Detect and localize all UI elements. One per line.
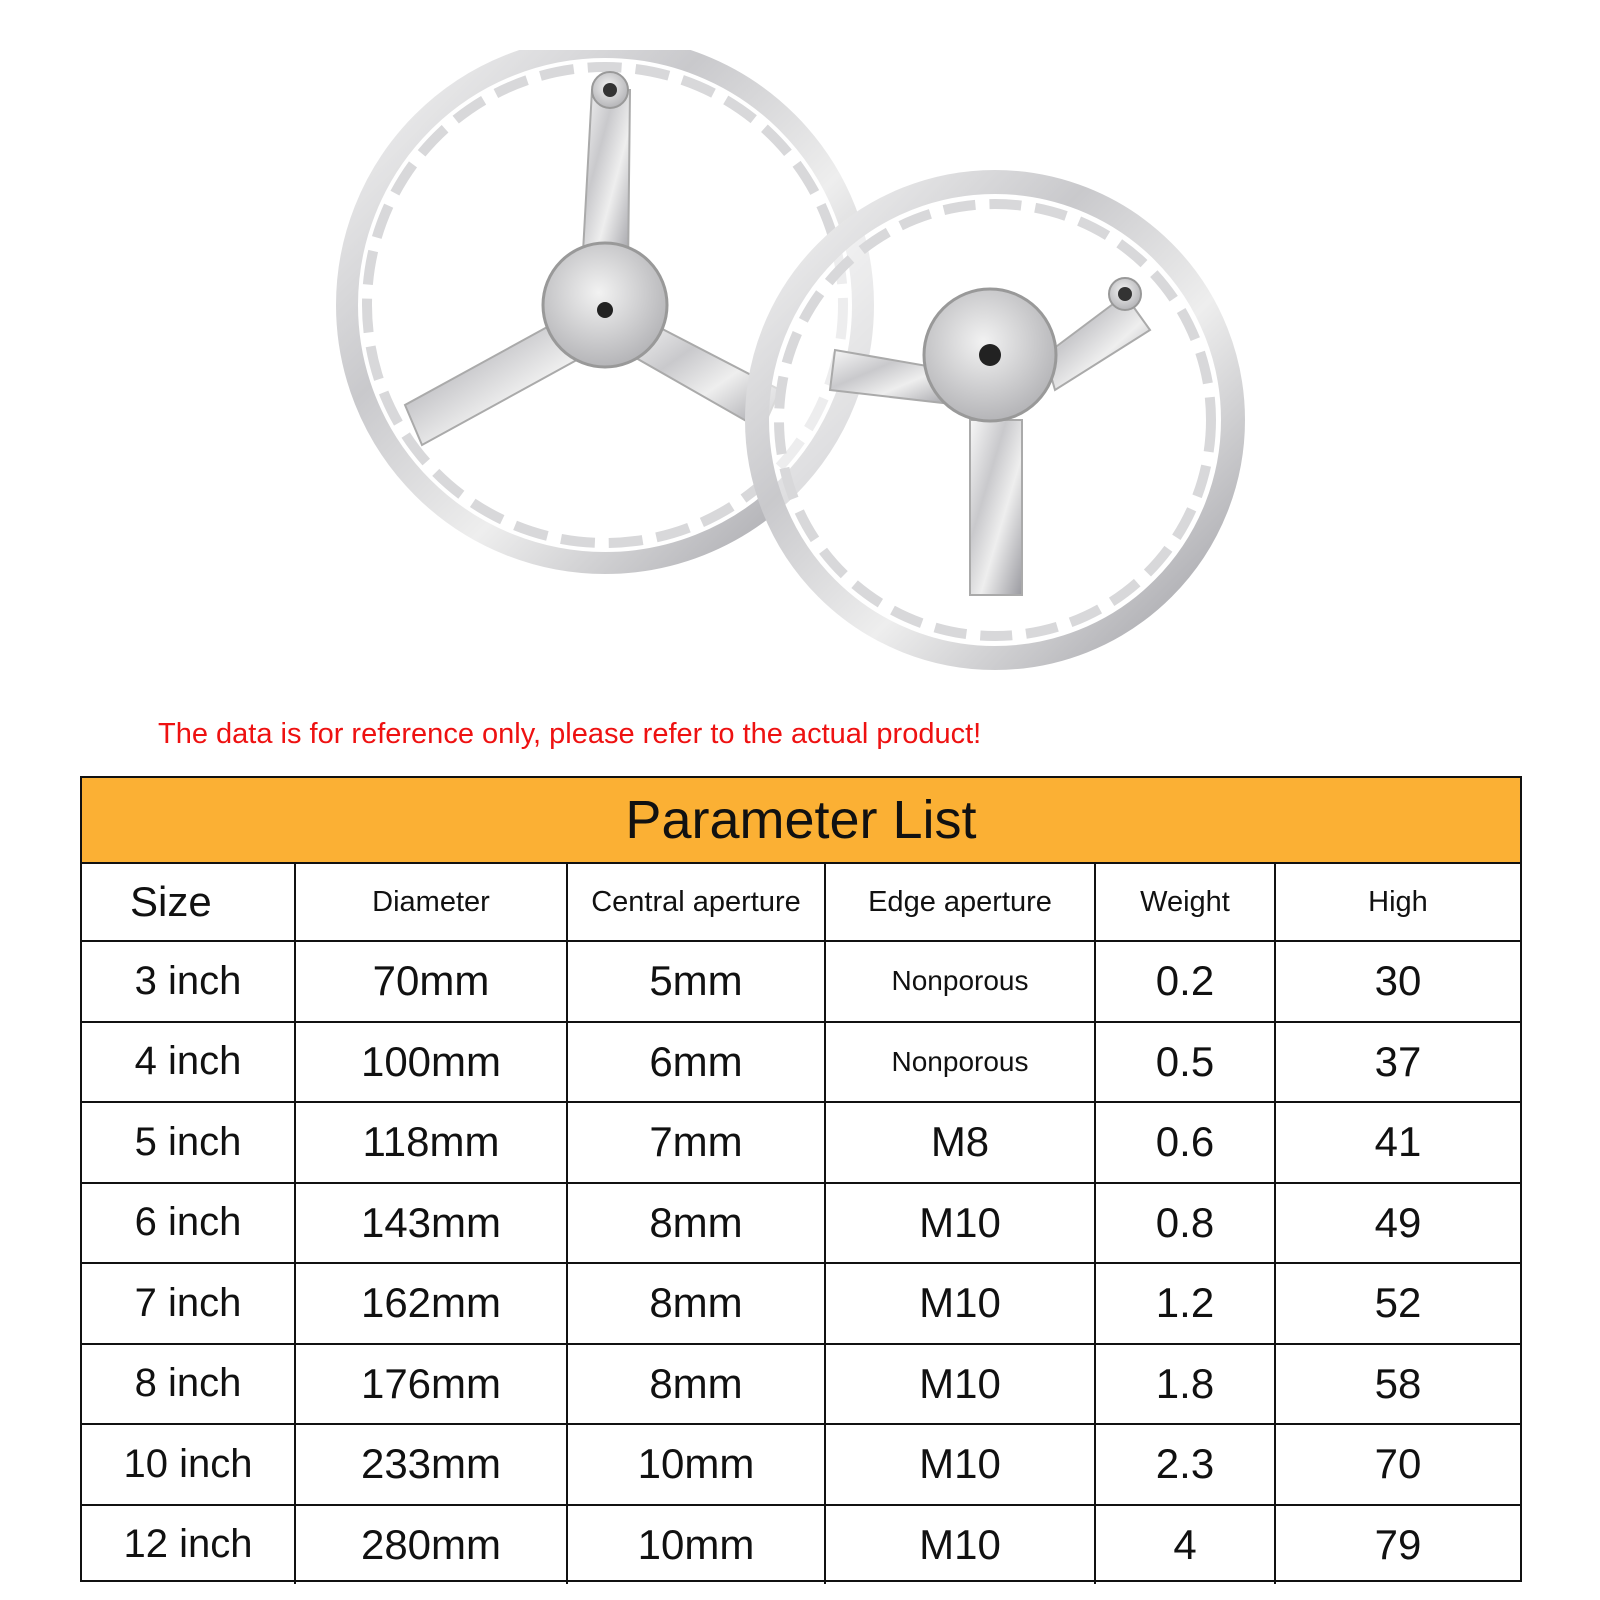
cell-edge-aperture: M10 bbox=[825, 1263, 1095, 1344]
cell-diameter: 162mm bbox=[295, 1263, 567, 1344]
cell-central-aperture: 10mm bbox=[567, 1505, 825, 1585]
cell-weight: 0.5 bbox=[1095, 1022, 1275, 1103]
cell-central-aperture: 6mm bbox=[567, 1022, 825, 1103]
cell-high: 79 bbox=[1374, 1520, 1422, 1568]
cell-central-aperture: 10mm bbox=[567, 1424, 825, 1505]
cell-high: 52 bbox=[1275, 1263, 1520, 1344]
cell-high: 49 bbox=[1275, 1183, 1520, 1264]
table-row bbox=[82, 1183, 1520, 1264]
cell-edge-aperture: Nonporous bbox=[825, 941, 1095, 1022]
cell-size: 7 inch bbox=[82, 1263, 295, 1344]
table-row bbox=[82, 1424, 1520, 1505]
cell-weight: 0.8 bbox=[1095, 1183, 1275, 1264]
cell-high: 70 bbox=[1275, 1424, 1520, 1505]
cell-central-aperture: 5mm bbox=[567, 941, 825, 1022]
table-title: Parameter List bbox=[82, 778, 1520, 864]
product-photo bbox=[310, 50, 1270, 690]
table-row bbox=[82, 1505, 1520, 1585]
cell-central-aperture: 8mm bbox=[567, 1344, 825, 1425]
cell-edge-aperture: Nonporous bbox=[825, 1022, 1095, 1103]
cell-diameter: 280mm bbox=[295, 1505, 567, 1585]
cell-central-aperture: 8mm bbox=[567, 1263, 825, 1344]
cell-size: 4 inch bbox=[82, 1022, 295, 1103]
cell-size: 5 inch bbox=[82, 1102, 295, 1183]
cell-central-aperture: 8mm bbox=[567, 1183, 825, 1264]
column-header-weight: Weight bbox=[1095, 864, 1275, 941]
cell-central-aperture: 7mm bbox=[567, 1102, 825, 1183]
table-row bbox=[82, 1102, 1520, 1183]
table-row bbox=[82, 1022, 1520, 1103]
cell-high: 41 bbox=[1275, 1102, 1520, 1183]
cell-size: 6 inch bbox=[82, 1183, 295, 1264]
handwheel-right bbox=[757, 182, 1233, 658]
cell-high: 30 bbox=[1275, 941, 1520, 1022]
cell-weight: 2.3 bbox=[1095, 1424, 1275, 1505]
cell-diameter: 118mm bbox=[295, 1102, 567, 1183]
table-row bbox=[82, 1263, 1520, 1344]
cell-diameter: 70mm bbox=[295, 941, 567, 1022]
cell-edge-aperture: M10 bbox=[825, 1424, 1095, 1505]
cell-diameter: 176mm bbox=[295, 1344, 567, 1425]
cell-high: 37 bbox=[1275, 1022, 1520, 1103]
cell-edge-aperture: M10 bbox=[825, 1344, 1095, 1425]
cell-diameter: 143mm bbox=[295, 1183, 567, 1264]
column-header-central-aperture: Central aperture bbox=[567, 864, 825, 941]
cell-weight: 0.6 bbox=[1095, 1102, 1275, 1183]
parameter-grid bbox=[82, 864, 1520, 1584]
header-row bbox=[82, 864, 1520, 941]
cell-diameter: 233mm bbox=[295, 1424, 567, 1505]
cell-edge-aperture: M8 bbox=[825, 1102, 1095, 1183]
cell-edge-aperture: M10 bbox=[825, 1505, 1095, 1585]
column-header-diameter: Diameter bbox=[295, 864, 567, 941]
table-row bbox=[82, 1344, 1520, 1425]
cell-size: 12 inch bbox=[82, 1505, 295, 1585]
cell-weight: 1.2 bbox=[1095, 1263, 1275, 1344]
column-header-size: Size bbox=[82, 864, 295, 941]
cell-weight: 4 bbox=[1095, 1505, 1275, 1585]
cell-size: 3 inch bbox=[82, 941, 295, 1022]
parameter-table bbox=[80, 776, 1522, 1582]
table-row bbox=[82, 941, 1520, 1022]
column-header-high: High bbox=[1275, 864, 1520, 941]
cell-edge-aperture: M10 bbox=[825, 1183, 1095, 1264]
cell-size: 8 inch bbox=[82, 1344, 295, 1425]
cell-weight: 0.2 bbox=[1095, 941, 1275, 1022]
cell-diameter: 100mm bbox=[295, 1022, 567, 1103]
cell-high: 58 bbox=[1275, 1344, 1520, 1425]
cell-size: 10 inch bbox=[82, 1424, 295, 1505]
cell-weight: 1.8 bbox=[1095, 1344, 1275, 1425]
disclaimer-notice: The data is for reference only, please refer to the actual product! bbox=[158, 718, 982, 750]
column-header-edge-aperture: Edge aperture bbox=[825, 864, 1095, 941]
